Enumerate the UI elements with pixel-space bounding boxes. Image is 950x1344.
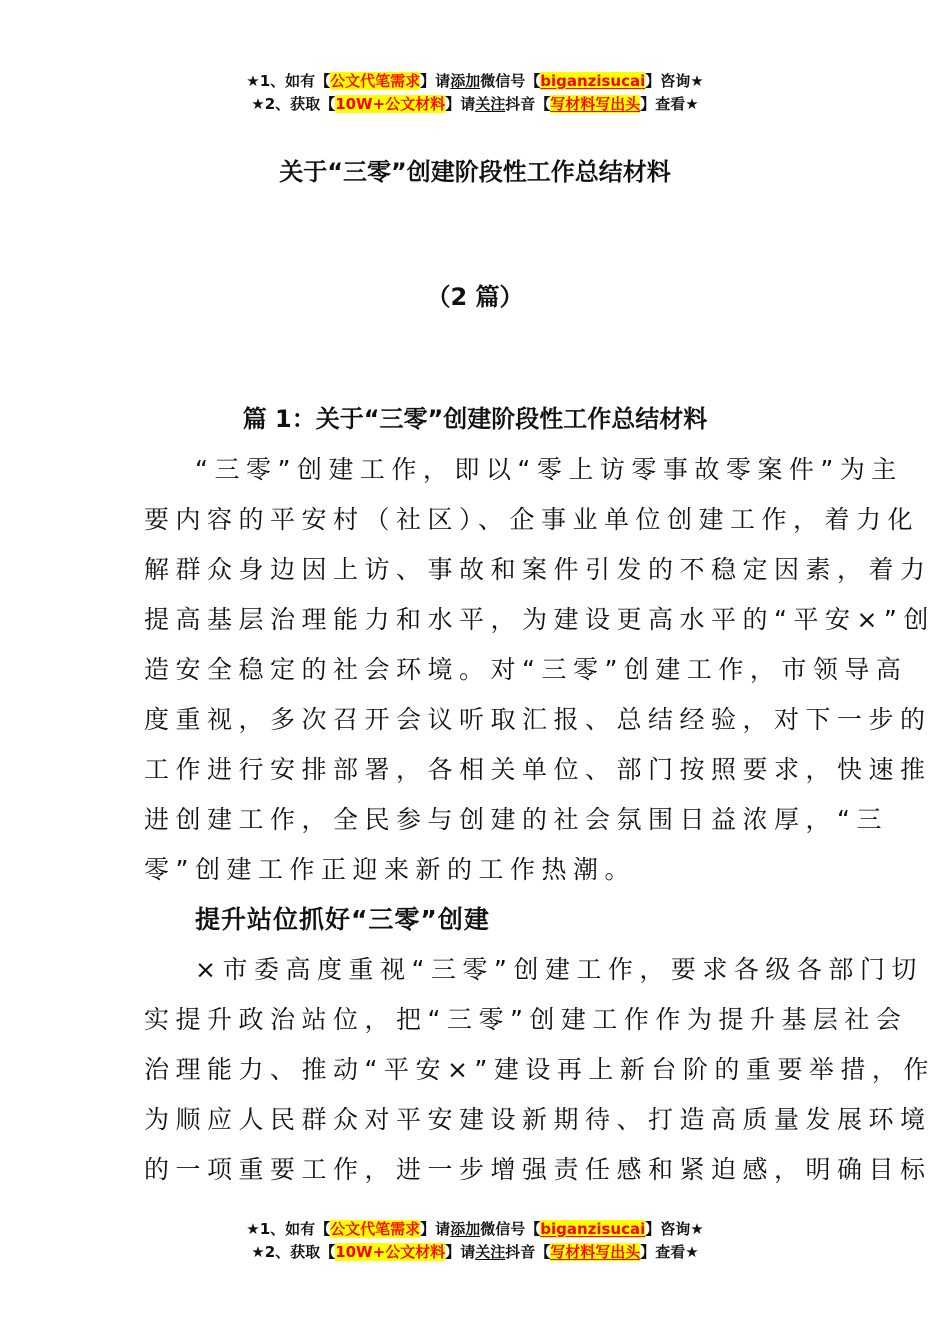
paragraph-line: 提高基层治理能力和水平，为建设更高水平的“平安×”创	[144, 605, 935, 634]
banner-text: 抖音【	[505, 95, 551, 113]
banner-text: 】查看★	[640, 1243, 699, 1261]
header-banner	[0, 70, 950, 116]
paragraph-line: 度重视，多次召开会议听取汇报、总结经验，对下一步的	[144, 705, 932, 734]
underlined-follow: 关注	[475, 1243, 506, 1261]
banner-text: 】请	[420, 72, 451, 90]
highlight-materials: 10W+公文材料	[335, 95, 446, 113]
paragraph-line: 造安全稳定的社会环境。对“三零”创建工作，市领导高	[144, 655, 908, 684]
paragraph-line: 为顺应人民群众对平安建设新期待、打造高质量发展环境	[144, 1105, 932, 1134]
paragraph-line: 零”创建工作正迎来新的工作热潮。	[144, 855, 636, 884]
banner-text: ★2、获取【	[251, 1243, 336, 1261]
document-body	[144, 445, 935, 1195]
banner-text: 】查看★	[640, 95, 699, 113]
paragraph-line: 实提升政治站位，把“三零”创建工作作为提升基层社会	[144, 1005, 908, 1034]
banner-line-1	[0, 70, 950, 93]
banner-text: ★1、如有【	[246, 1220, 331, 1238]
highlight-wechat-id: biganzisucai	[540, 1220, 646, 1238]
highlight-materials: 10W+公文材料	[335, 1243, 446, 1261]
banner-text: ★2、获取【	[251, 95, 336, 113]
document-count: （2 篇）	[426, 283, 524, 311]
paragraph-line: 的一项重要工作，进一步增强责任感和紧迫感，明确目标	[144, 1155, 932, 1184]
section-title: 篇 1：关于“三零”创建阶段性工作总结材料	[242, 405, 708, 433]
banner-text: 】请	[445, 1243, 476, 1261]
underlined-add: 添加	[450, 72, 481, 90]
document-title: 关于“三零”创建阶段性工作总结材料	[279, 158, 671, 186]
banner-text: 】请	[420, 1220, 451, 1238]
paragraph-line: 进创建工作，全民参与创建的社会氛围日益浓厚，“三	[144, 805, 888, 834]
footer-banner	[0, 1218, 950, 1264]
paragraph-line: 工作进行安排部署，各相关单位、部门按照要求，快速推	[144, 755, 932, 784]
paragraph-line: “三零”创建工作，即以“零上访零事故零案件”为主	[195, 455, 903, 484]
paragraph-line: ×市委高度重视“三零”创建工作，要求各级各部门切	[195, 955, 923, 984]
banner-line-2	[0, 1241, 950, 1264]
paragraph-line: 治理能力、推动“平安×”建设再上新台阶的重要举措，作	[144, 1055, 935, 1084]
underlined-add: 添加	[450, 1220, 481, 1238]
highlight-service: 公文代笔需求	[330, 72, 421, 90]
highlight-douyin-account: 写材料写出头	[550, 95, 641, 113]
banner-text: 微信号【	[480, 1220, 541, 1238]
subheading: 提升站位抓好“三零”创建	[195, 905, 490, 934]
banner-text: 微信号【	[480, 72, 541, 90]
highlight-service: 公文代笔需求	[330, 1220, 421, 1238]
banner-text: 抖音【	[505, 1243, 551, 1261]
highlight-douyin-account: 写材料写出头	[550, 1243, 641, 1261]
paragraph-line: 要内容的平安村（社区）、企事业单位创建工作，着力化	[144, 505, 920, 534]
banner-text: 】咨询★	[645, 72, 704, 90]
banner-line-2	[0, 93, 950, 116]
star-icon-text: ★1、如有【	[246, 72, 331, 90]
banner-text: 】请	[445, 95, 476, 113]
highlight-wechat-id: biganzisucai	[540, 72, 646, 90]
banner-line-1	[0, 1218, 950, 1241]
paragraph-line: 解群众身边因上访、事故和案件引发的不稳定因素，着力	[144, 555, 932, 584]
underlined-follow: 关注	[475, 95, 506, 113]
banner-text: 】咨询★	[645, 1220, 704, 1238]
